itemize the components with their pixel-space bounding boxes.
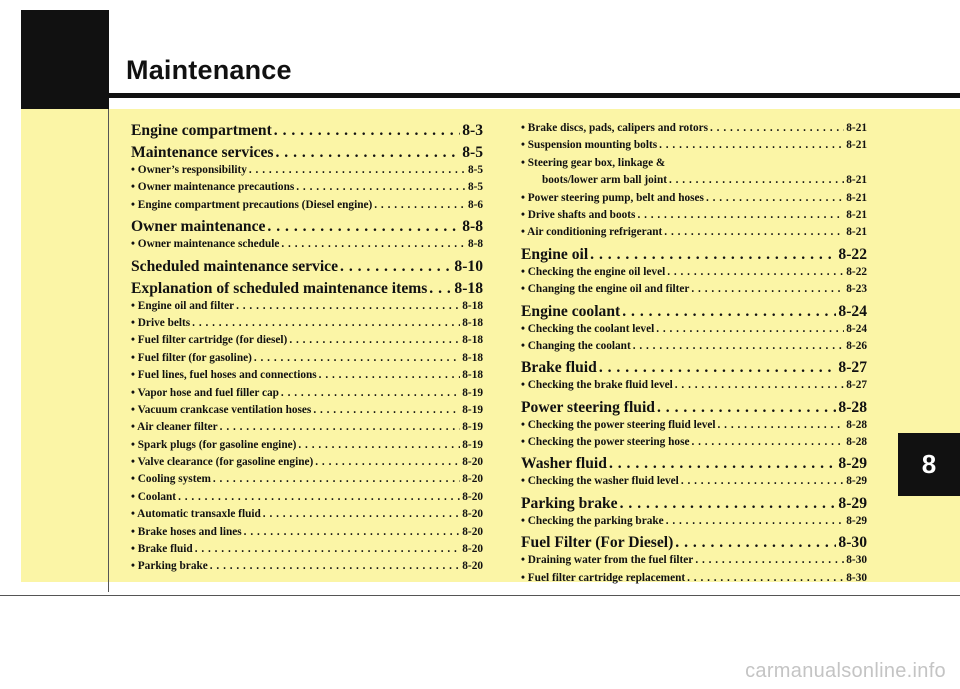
toc-entry-label: • Air conditioning refrigerant bbox=[521, 226, 663, 239]
toc-page-number: 8-18 bbox=[462, 369, 483, 382]
toc-dot-leader bbox=[691, 283, 844, 295]
toc-entry-label: • Coolant bbox=[131, 490, 177, 503]
toc-page-number: 8-10 bbox=[454, 257, 483, 275]
toc-page-number: 8-27 bbox=[846, 379, 867, 392]
toc-entry-label: • Fuel filter (for gasoline) bbox=[131, 351, 252, 364]
footer-rule bbox=[0, 595, 960, 596]
toc-dot-leader bbox=[254, 352, 460, 364]
toc-subsection-entry[interactable] bbox=[521, 379, 867, 396]
toc-entry-label: boots/lower arm ball joint bbox=[542, 174, 667, 187]
toc-subsection-entry[interactable] bbox=[521, 283, 867, 300]
toc-entry-label: Maintenance services bbox=[131, 144, 274, 161]
toc-dot-leader bbox=[319, 369, 461, 381]
toc-dot-leader bbox=[340, 258, 452, 276]
corner-black-block bbox=[21, 10, 109, 109]
toc-dot-leader bbox=[289, 334, 460, 346]
margin-divider bbox=[108, 109, 109, 592]
toc-page-number: 8-8 bbox=[467, 238, 483, 251]
toc-page-number: 8-18 bbox=[462, 334, 483, 347]
toc-subsection-entry[interactable] bbox=[521, 174, 867, 191]
toc-dot-leader bbox=[263, 508, 460, 520]
toc-page-number: 8-19 bbox=[462, 403, 483, 416]
toc-page-number: 8-21 bbox=[846, 174, 867, 187]
toc-dot-leader bbox=[590, 246, 836, 264]
toc-left-column bbox=[131, 122, 483, 578]
toc-subsection-entry[interactable] bbox=[131, 300, 483, 317]
toc-entry-label: Engine coolant bbox=[521, 302, 621, 320]
toc-entry-label: • Draining water from the fuel filter bbox=[521, 554, 694, 567]
toc-dot-leader bbox=[691, 436, 844, 448]
toc-page-number: 8-29 bbox=[838, 455, 867, 473]
toc-entry-label: • Checking the parking brake bbox=[521, 514, 664, 527]
toc-page-number: 8-8 bbox=[462, 218, 483, 236]
toc-page-number: 8-20 bbox=[462, 543, 483, 556]
toc-dot-leader bbox=[296, 181, 466, 193]
chapter-tab[interactable]: 8 bbox=[898, 433, 960, 496]
toc-page-number: 8-29 bbox=[838, 494, 867, 512]
toc-dot-leader bbox=[666, 515, 845, 527]
toc-page-number: 8-24 bbox=[846, 322, 867, 335]
toc-entry-label: • Owner maintenance precautions bbox=[131, 181, 295, 194]
toc-subsection-entry[interactable] bbox=[521, 157, 867, 174]
toc-page-number: 8-28 bbox=[846, 436, 867, 449]
toc-page-number: 8-21 bbox=[846, 191, 867, 204]
toc-entry-label: Fuel Filter (For Diesel) bbox=[521, 534, 674, 552]
toc-subsection-entry[interactable] bbox=[131, 473, 483, 490]
toc-dot-leader bbox=[313, 404, 460, 416]
toc-subsection-entry[interactable] bbox=[131, 352, 483, 369]
toc-dot-leader bbox=[599, 359, 837, 377]
toc-entry-label: Engine compartment bbox=[131, 122, 272, 139]
toc-section-entry[interactable] bbox=[521, 303, 867, 323]
toc-page-number: 8-22 bbox=[846, 265, 867, 278]
toc-subsection-entry[interactable] bbox=[521, 226, 867, 243]
toc-entry-label: • Drive belts bbox=[131, 316, 191, 329]
toc-entry-label: • Checking the coolant level bbox=[521, 322, 655, 335]
toc-page-number: 8-24 bbox=[838, 302, 867, 320]
toc-entry-label: • Changing the engine oil and filter bbox=[521, 283, 690, 296]
toc-entry-label: • Brake fluid bbox=[131, 543, 193, 556]
toc-section-entry[interactable] bbox=[521, 495, 867, 515]
toc-dot-leader bbox=[633, 340, 845, 352]
toc-dot-leader bbox=[656, 323, 844, 335]
toc-dot-leader bbox=[667, 266, 844, 278]
toc-dot-leader bbox=[659, 139, 844, 151]
toc-dot-leader bbox=[675, 379, 845, 391]
toc-subsection-entry[interactable] bbox=[521, 515, 867, 532]
toc-subsection-entry[interactable] bbox=[521, 139, 867, 156]
toc-entry-label: Scheduled maintenance service bbox=[131, 257, 339, 275]
toc-dot-leader bbox=[374, 199, 466, 211]
toc-subsection-entry[interactable] bbox=[131, 526, 483, 543]
toc-entry-label: • Checking the power steering fluid level bbox=[521, 418, 716, 431]
toc-page-number: 8-22 bbox=[838, 245, 867, 263]
toc-entry-label: • Engine compartment precautions (Diesel engine) bbox=[131, 198, 373, 211]
toc-page-number: 8-23 bbox=[846, 283, 867, 296]
toc-subsection-entry[interactable] bbox=[521, 419, 867, 436]
toc-page-number: 8-20 bbox=[462, 490, 483, 503]
toc-page-number: 8-18 bbox=[462, 316, 483, 329]
toc-page-number: 8-28 bbox=[838, 398, 867, 416]
toc-dot-leader bbox=[706, 192, 844, 204]
toc-page-number: 8-30 bbox=[838, 534, 867, 552]
toc-page-number: 8-3 bbox=[462, 122, 483, 139]
toc-section-entry[interactable] bbox=[131, 280, 483, 300]
toc-page-number: 8-21 bbox=[846, 226, 867, 239]
toc-dot-leader bbox=[178, 491, 460, 503]
toc-dot-leader bbox=[637, 209, 844, 221]
toc-subsection-entry[interactable] bbox=[521, 122, 867, 139]
toc-entry-label: • Checking the washer fluid level bbox=[521, 475, 679, 488]
toc-page-number: 8-20 bbox=[462, 560, 483, 573]
toc-subsection-entry[interactable] bbox=[521, 192, 867, 209]
toc-dot-leader bbox=[675, 534, 836, 552]
toc-page-number: 8-18 bbox=[462, 351, 483, 364]
toc-subsection-entry[interactable] bbox=[521, 209, 867, 226]
toc-subsection-entry[interactable] bbox=[521, 572, 867, 589]
toc-page-number: 8-20 bbox=[462, 508, 483, 521]
toc-subsection-entry[interactable] bbox=[131, 181, 483, 198]
toc-subsection-entry[interactable] bbox=[521, 475, 867, 492]
toc-dot-leader bbox=[281, 387, 460, 399]
toc-entry-label: • Checking the brake fluid level bbox=[521, 379, 673, 392]
toc-dot-leader bbox=[213, 473, 460, 485]
toc-entry-label: • Drive shafts and boots bbox=[521, 208, 636, 221]
toc-subsection-entry[interactable] bbox=[131, 543, 483, 560]
toc-entry-label: • Vacuum crankcase ventilation hoses bbox=[131, 403, 312, 416]
toc-entry-label: • Suspension mounting bolts bbox=[521, 139, 658, 152]
toc-subsection-entry[interactable] bbox=[131, 164, 483, 181]
toc-page-number: 8-5 bbox=[467, 181, 483, 194]
toc-section-entry[interactable] bbox=[131, 258, 483, 278]
toc-subsection-entry[interactable] bbox=[131, 421, 483, 438]
toc-entry-label: • Parking brake bbox=[131, 560, 208, 573]
header-rule bbox=[109, 93, 960, 98]
toc-dot-leader bbox=[710, 122, 844, 134]
toc-entry-label: Washer fluid bbox=[521, 455, 607, 473]
toc-subsection-entry[interactable] bbox=[521, 323, 867, 340]
toc-subsection-entry[interactable] bbox=[521, 436, 867, 453]
toc-page-number: 8-26 bbox=[846, 339, 867, 352]
toc-section-entry[interactable] bbox=[131, 122, 483, 142]
toc-subsection-entry[interactable] bbox=[131, 560, 483, 577]
toc-entry-label: Explanation of scheduled maintenance items bbox=[131, 279, 428, 297]
toc-page-number: 8-19 bbox=[462, 438, 483, 451]
toc-page-number: 8-30 bbox=[846, 571, 867, 584]
toc-entry-label: • Cooling system bbox=[131, 473, 211, 486]
toc-subsection-entry[interactable] bbox=[521, 554, 867, 571]
toc-dot-leader bbox=[695, 554, 844, 566]
toc-entry-label: • Engine oil and filter bbox=[131, 299, 235, 312]
toc-dot-leader bbox=[195, 543, 461, 555]
toc-dot-leader bbox=[657, 399, 836, 417]
toc-page-number: 8-19 bbox=[462, 386, 483, 399]
toc-entry-label: • Changing the coolant bbox=[521, 339, 631, 352]
toc-entry-label: • Steering gear box, linkage & bbox=[521, 156, 666, 169]
toc-subsection-entry[interactable] bbox=[131, 238, 483, 255]
toc-entry-label: • Spark plugs (for gasoline engine) bbox=[131, 438, 297, 451]
toc-dot-leader bbox=[274, 122, 460, 140]
toc-entry-label: • Checking the engine oil level bbox=[521, 265, 666, 278]
toc-page-number: 8-5 bbox=[467, 164, 483, 176]
toc-subsection-entry[interactable] bbox=[131, 369, 483, 386]
toc-subsection-entry[interactable] bbox=[131, 439, 483, 456]
toc-page-number: 8-20 bbox=[462, 525, 483, 538]
toc-dot-leader bbox=[315, 456, 460, 468]
toc-dot-leader bbox=[267, 218, 460, 236]
toc-section-entry[interactable] bbox=[131, 218, 483, 238]
toc-subsection-entry[interactable] bbox=[131, 508, 483, 525]
toc-entry-label: • Checking the power steering hose bbox=[521, 436, 690, 449]
toc-dot-leader bbox=[236, 300, 460, 312]
toc-entry-label: • Brake hoses and lines bbox=[131, 525, 242, 538]
toc-entry-label: • Fuel lines, fuel hoses and connections bbox=[131, 369, 317, 382]
toc-section-entry[interactable] bbox=[521, 534, 867, 554]
toc-entry-label: • Fuel filter cartridge replacement bbox=[521, 571, 686, 584]
toc-page-number: 8-5 bbox=[462, 144, 483, 161]
toc-entry-label: Parking brake bbox=[521, 494, 618, 512]
toc-section-entry[interactable] bbox=[521, 246, 867, 266]
toc-section-entry[interactable] bbox=[521, 455, 867, 475]
toc-entry-label: • Valve clearance (for gasoline engine) bbox=[131, 456, 314, 469]
toc-page-number: 8-29 bbox=[846, 475, 867, 488]
toc-subsection-entry[interactable] bbox=[131, 387, 483, 404]
toc-subsection-entry[interactable] bbox=[131, 491, 483, 508]
toc-section-entry[interactable] bbox=[521, 399, 867, 419]
toc-page-number: 8-19 bbox=[462, 421, 483, 434]
toc-entry-label: • Fuel filter cartridge (for diesel) bbox=[131, 334, 288, 347]
toc-page-number: 8-29 bbox=[846, 514, 867, 527]
toc-subsection-entry[interactable] bbox=[131, 317, 483, 334]
toc-section-entry[interactable] bbox=[131, 144, 483, 164]
toc-dot-leader bbox=[220, 421, 461, 433]
toc-subsection-entry[interactable] bbox=[131, 456, 483, 473]
toc-page-number: 8-27 bbox=[838, 359, 867, 377]
toc-page-number: 8-21 bbox=[846, 208, 867, 221]
toc-dot-leader bbox=[281, 238, 466, 250]
toc-page-number: 8-30 bbox=[846, 554, 867, 567]
toc-page-number: 8-28 bbox=[846, 418, 867, 431]
toc-dot-leader bbox=[620, 495, 837, 513]
toc-dot-leader bbox=[664, 226, 844, 238]
toc-subsection-entry[interactable] bbox=[131, 404, 483, 421]
toc-section-entry[interactable] bbox=[521, 359, 867, 379]
page-title: Maintenance bbox=[126, 55, 292, 85]
toc-page-number: 8-21 bbox=[846, 139, 867, 152]
toc-entry-label: • Brake discs, pads, calipers and rotors bbox=[521, 122, 709, 134]
toc-entry-label: Power steering fluid bbox=[521, 398, 655, 416]
toc-entry-label: • Automatic transaxle fluid bbox=[131, 508, 261, 521]
toc-subsection-entry[interactable] bbox=[521, 340, 867, 357]
toc-subsection-entry[interactable] bbox=[521, 266, 867, 283]
toc-page-number: 8-21 bbox=[846, 122, 867, 134]
toc-entry-label: • Owner maintenance schedule bbox=[131, 238, 280, 251]
toc-dot-leader bbox=[249, 164, 466, 176]
toc-dot-leader bbox=[244, 526, 461, 538]
toc-dot-leader bbox=[429, 280, 452, 298]
toc-page-number: 8-18 bbox=[462, 299, 483, 312]
toc-entry-label: • Vapor hose and fuel filler cap bbox=[131, 386, 279, 399]
toc-entry-label: Brake fluid bbox=[521, 359, 597, 377]
toc-page-number: 8-20 bbox=[462, 456, 483, 469]
toc-dot-leader bbox=[687, 572, 844, 584]
toc-dot-leader bbox=[275, 144, 460, 162]
toc-dot-leader bbox=[622, 303, 836, 321]
toc-dot-leader bbox=[609, 455, 836, 473]
toc-entry-label: Engine oil bbox=[521, 245, 589, 263]
toc-subsection-entry[interactable] bbox=[131, 199, 483, 216]
toc-page-number: 8-6 bbox=[467, 198, 483, 211]
toc-dot-leader bbox=[192, 317, 460, 329]
toc-entry-label: • Owner’s responsibility bbox=[131, 164, 247, 176]
toc-entry-label: • Air cleaner filter bbox=[131, 421, 218, 434]
toc-dot-leader bbox=[669, 174, 844, 186]
toc-dot-leader bbox=[210, 560, 461, 572]
toc-dot-leader bbox=[718, 419, 845, 431]
toc-dot-leader bbox=[681, 475, 844, 487]
toc-dot-leader bbox=[298, 439, 460, 451]
toc-entry-label: • Power steering pump, belt and hoses bbox=[521, 191, 704, 204]
toc-page-number: 8-18 bbox=[454, 279, 483, 297]
toc-page-number: 8-20 bbox=[462, 473, 483, 486]
toc-subsection-entry[interactable] bbox=[131, 334, 483, 351]
toc-right-column bbox=[521, 122, 867, 589]
toc-entry-label: Owner maintenance bbox=[131, 218, 266, 236]
watermark: carmanualsonline.info bbox=[745, 660, 946, 682]
